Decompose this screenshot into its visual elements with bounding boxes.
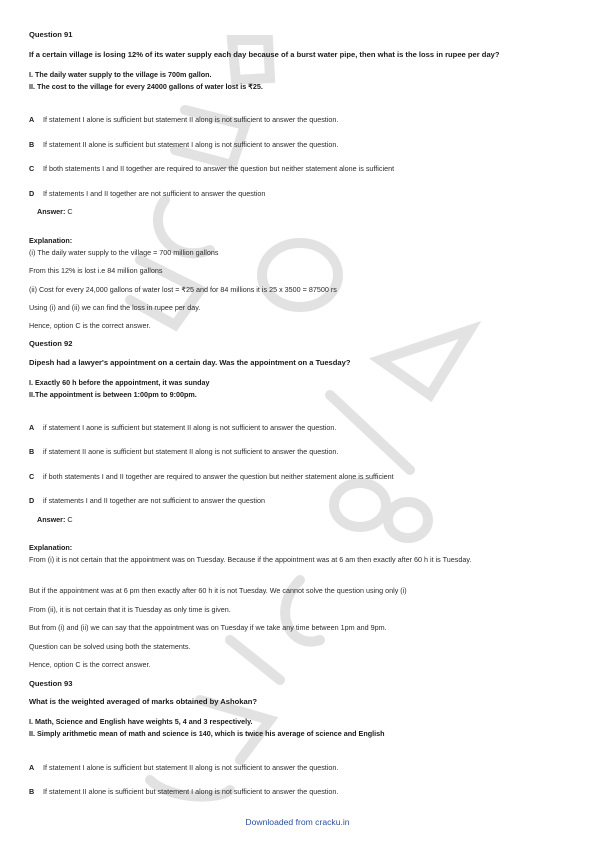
option-letter: B	[29, 447, 35, 456]
explanation-line: Hence, option C is the correct answer.	[29, 321, 151, 330]
question-91-title: Question 91	[29, 30, 73, 39]
option-text: If statement I alone is sufficient but statement II along is not sufficient to answer the question.	[43, 115, 339, 124]
option-text: if both statements I and II together are required to answer the question but neither statement alone is sufficient	[43, 472, 394, 481]
question-92-explanation-label: Explanation:	[29, 543, 73, 552]
option-text: If statements I and II together are not sufficient to answer the question	[43, 189, 266, 198]
explanation-line: (i) The daily water supply to the village = 700 million gallons	[29, 248, 219, 257]
question-92-option-c[interactable]	[29, 472, 569, 481]
question-91-answer	[37, 207, 577, 216]
option-text: If statement II alone is sufficient but statement I along is not sufficient to answer the question.	[43, 140, 339, 149]
explanation-line: From (ii), it is not certain that it is Tuesday as only time is given.	[29, 605, 231, 614]
question-93-option-a[interactable]	[29, 763, 569, 772]
option-letter: C	[29, 164, 35, 173]
question-92-option-d[interactable]	[29, 496, 569, 505]
question-92-option-b[interactable]	[29, 447, 569, 456]
option-text: if statements I and II together are not sufficient to answer the question	[43, 496, 266, 505]
question-93-statement-2: II. Simply arithmetic mean of math and science is 140, which is twice his average of science and English	[29, 729, 385, 738]
option-letter: A	[29, 763, 35, 772]
question-91-statement-2: II. The cost to the village for every 24000 gallons of water lost is ₹25.	[29, 82, 263, 91]
question-92-stem: Dipesh had a lawyer's appointment on a certain day. Was the appointment on a Tuesday?	[29, 358, 351, 367]
footer-download-link[interactable]: Downloaded from cracku.in	[245, 817, 350, 827]
explanation-line: Question can be solved using both the statements.	[29, 642, 191, 651]
question-92-answer	[37, 515, 577, 524]
option-letter: D	[29, 496, 35, 505]
question-93-title: Question 93	[29, 679, 73, 688]
question-92-statement-1: I. Exactly 60 h before the appointment, it was sunday	[29, 378, 210, 387]
option-letter: B	[29, 787, 35, 796]
explanation-line: Using (i) and (ii) we can find the loss in rupee per day.	[29, 303, 201, 312]
question-92-option-a[interactable]	[29, 423, 569, 432]
option-letter: A	[29, 423, 35, 432]
question-91-explanation-label: Explanation:	[29, 236, 73, 245]
question-91-statement-1: I. The daily water supply to the village is 700m gallon.	[29, 70, 212, 79]
explanation-line: Hence, option C is the correct answer.	[29, 660, 151, 669]
option-text: if statement II aone is sufficient but statement II along is not sufficient to answer the question.	[43, 447, 339, 456]
answer-value: C	[67, 207, 73, 216]
option-letter: B	[29, 140, 35, 149]
question-91-option-c[interactable]	[29, 164, 569, 173]
option-text: if statement I aone is sufficient but statement II along is not sufficient to answer the question.	[43, 423, 337, 432]
option-text: If statement I alone is sufficient but statement II along is not sufficient to answer the question.	[43, 763, 339, 772]
question-93-stem: What is the weighted averaged of marks obtained by Ashokan?	[29, 697, 257, 706]
question-92-statement-2: II.The appointment is between 1:00pm to 9:00pm.	[29, 390, 197, 399]
question-91-stem: If a certain village is losing 12% of its water supply each day because of a burst water pipe, then what is the loss in rupee per day?	[29, 50, 500, 59]
answer-label: Answer:	[37, 207, 66, 216]
question-92-title: Question 92	[29, 339, 73, 348]
question-93-statement-1: I. Math, Science and English have weights 5, 4 and 3 respectively.	[29, 717, 253, 726]
explanation-line: From this 12% is lost i.e 84 million gallons	[29, 266, 163, 275]
explanation-line: But if the appointment was at 6 pm then exactly after 60 h it is not Tuesday. We cannot solve the question using only (i)	[29, 586, 407, 595]
question-91-option-b[interactable]	[29, 140, 569, 149]
answer-value: C	[67, 515, 73, 524]
explanation-line: (ii) Cost for every 24,000 gallons of water lost = ₹25 and for 84 millions it is 25 x 3500 = 87500 rs	[29, 285, 337, 294]
option-letter: C	[29, 472, 35, 481]
explanation-line: But from (i) and (ii) we can say that the appointment was on Tuesday if we take any time between 1pm and 9pm.	[29, 623, 387, 632]
explanation-line: From (i) it is not certain that the appointment was on Tuesday. Because if the appointment was at 6 am then exactly after 60 h it is Tuesday.	[29, 555, 472, 564]
answer-label: Answer:	[37, 515, 66, 524]
question-93-option-b[interactable]	[29, 787, 569, 796]
option-letter: A	[29, 115, 35, 124]
option-text: If both statements I and II together are required to answer the question but neither statement alone is sufficient	[43, 164, 395, 173]
question-91-option-a[interactable]	[29, 115, 569, 124]
option-text: If statement II alone is sufficient but statement I along is not sufficient to answer the question.	[43, 787, 339, 796]
question-91-option-d[interactable]	[29, 189, 569, 198]
option-letter: D	[29, 189, 35, 198]
